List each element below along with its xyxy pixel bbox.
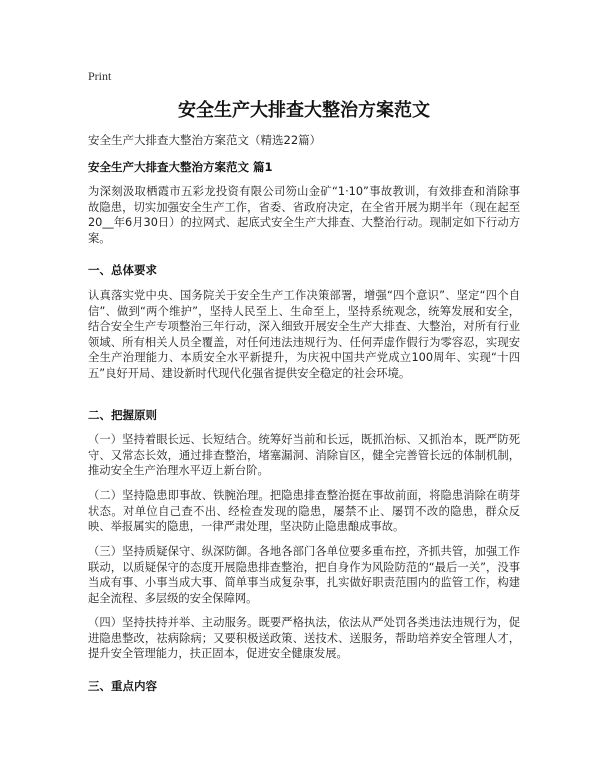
intro-paragraph: 为深刻汲取栖霞市五彩龙投资有限公司笏山金矿“1·10”事故教训，有效排查和消除事故隐患，切实加强安全生产工作，省委、省政府决定，在全省开展为期半年（现在起至20__年6月30日）的拉网式、起底式安全生产大排查、大整治行动。现制定如下行动方案。 — [88, 185, 520, 245]
page-title: 安全生产大排查大整治方案范文 — [178, 100, 430, 121]
print-link[interactable]: Print — [88, 69, 112, 83]
principle-paragraph-3: （三）坚持质疑保守、纵深防御。各地各部门各单位要多重布控，齐抓共管，加强工作联动，以质疑保守的态度开展隐患排查整治，把自身作为风险防范的“最后一关”，没事当成有事、小事当成大事、简单事当成复杂事，扎实做好职责范围内的监管工作，构建起全流程、多层级的安全保障网。 — [88, 545, 520, 605]
principle-paragraph-4: （四）坚持扶持并举、主动服务。既要严格执法，依法从严处罚各类违法违规行为，促进隐患整改，祛病除病；又要积极送政策、送技术、送服务，帮助培养安全管理人才，提升安全管理能力，扶正固本，促进安全健康发展。 — [88, 616, 520, 661]
section-heading-principles: 二、把握原则 — [88, 408, 157, 422]
document-subtitle: 安全生产大排查大整治方案范文（精选22篇） — [88, 133, 322, 147]
principle-paragraph-2: （二）坚持隐患即事故、铁腕治理。把隐患排查整治挺在事故前面，将隐患消除在萌芽状态。对单位自己查不出、经检查发现的隐患，屡禁不止、屡罚不改的隐患，群众反映、举报属实的隐患，一律严肃处理，坚决防止隐患酿成事故。 — [88, 489, 520, 534]
requirements-paragraph: 认真落实党中央、国务院关于安全生产工作决策部署，增强“四个意识”、坚定“四个自信”、做到“两个维护”，坚持人民至上、生命至上，坚持系统观念，统筹发展和安全，结合安全生产专项整治三年行动，深入细致开展安全生产大排查、大整治，对所有行业领域、所有相关人员全覆盖，对任何违法违规行为、任何弄虚作假行为零容忍，实现安全生产治理能力、本质安全水平新提升，为庆祝中国共产党成立100周年、实现“十四五”良好开局、建设新时代现代化强省提供安全稳定的社会环境。 — [88, 289, 520, 380]
section-heading-requirements: 一、总体要求 — [88, 263, 157, 277]
article-heading: 安全生产大排查大整治方案范文 篇1 — [88, 160, 273, 174]
section-heading-key-content: 三、重点内容 — [88, 679, 157, 693]
principle-paragraph-1: （一）坚持着眼长远、长短结合。统筹好当前和长远，既抓治标、又抓治本，既严防死守、又常态长效，通过排查整治，堵塞漏洞、消除盲区，健全完善管长远的体制机制，推动安全生产治理水平迈上新台阶。 — [88, 433, 520, 478]
